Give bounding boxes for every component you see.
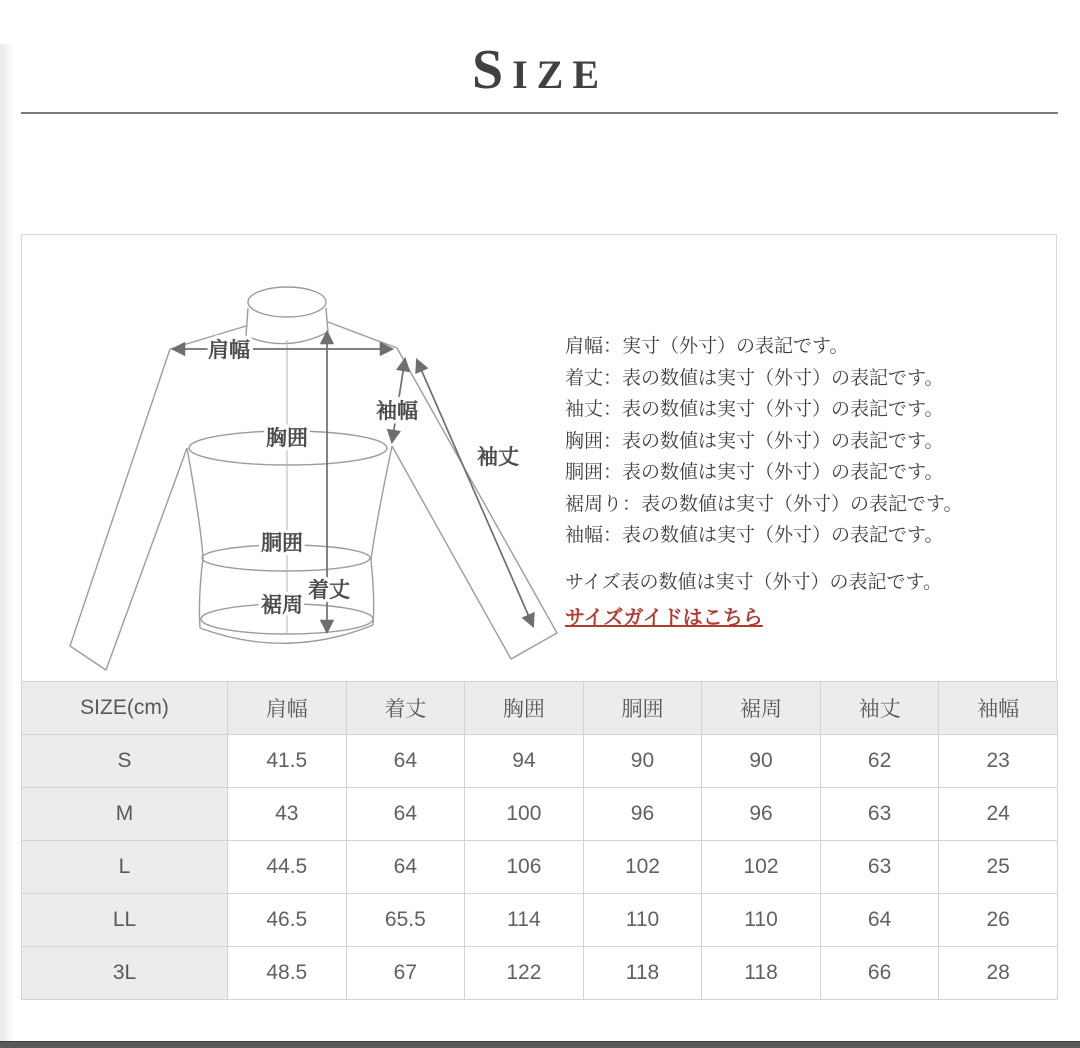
cell-value: 44.5 — [228, 841, 347, 894]
cell-value: 122 — [465, 947, 584, 1000]
cell-value: 24 — [939, 788, 1058, 841]
size-label: LL — [22, 894, 228, 947]
body-left-side — [187, 448, 203, 628]
garment-measurement-diagram — [40, 268, 560, 680]
cell-value: 41.5 — [228, 735, 347, 788]
note-hem: 裾周り：表の数値は実寸（外寸）の表記です。 — [565, 493, 963, 515]
diagram-label-shoulder-width-icon: 肩幅 — [208, 339, 250, 362]
size-table-header-sleeve-length: 袖丈 — [820, 682, 939, 735]
cell-value: 64 — [346, 788, 465, 841]
size-row-s — [22, 735, 1058, 788]
note-summary: サイズ表の数値は実寸（外寸）の表記です。 — [565, 571, 942, 593]
cell-value: 64 — [346, 841, 465, 894]
cell-value: 102 — [702, 841, 821, 894]
cell-value: 90 — [583, 735, 702, 788]
cell-value: 66 — [820, 947, 939, 1000]
diagram-label-sleeve-width: 袖幅 — [376, 400, 418, 423]
cell-value: 64 — [820, 894, 939, 947]
title-divider — [21, 112, 1058, 114]
diagram-label-hem: 裾周 — [261, 594, 303, 617]
collar-base — [246, 308, 328, 344]
page-title: SIZE — [471, 39, 609, 101]
note-body-length: 着丈：表の数値は実寸（外寸）の表記です。 — [565, 367, 944, 389]
cell-value: 63 — [820, 841, 939, 894]
size-row-3l — [22, 947, 1058, 1000]
size-table-header-length: 着丈 — [346, 682, 465, 735]
size-table-header-waist: 胴囲 — [583, 682, 702, 735]
cell-value: 26 — [939, 894, 1058, 947]
size-label: S — [22, 735, 228, 788]
garment-outline — [70, 287, 557, 670]
cell-value: 62 — [820, 735, 939, 788]
cell-value: 102 — [583, 841, 702, 894]
cell-value: 100 — [465, 788, 584, 841]
cell-value: 118 — [702, 947, 821, 1000]
size-row-l — [22, 841, 1058, 894]
diagram-label-waist: 胴囲 — [261, 532, 303, 555]
left-sleeve — [70, 349, 187, 670]
cell-value: 96 — [583, 788, 702, 841]
collar-top-ellipse — [248, 287, 326, 317]
cell-value: 64 — [346, 735, 465, 788]
diagram-label-chest: 胸囲 — [266, 427, 308, 450]
sleeve-length-arrow — [417, 360, 533, 626]
body-right-side — [371, 446, 392, 625]
size-table — [21, 681, 1058, 1000]
size-table-header-row — [22, 682, 1058, 735]
size-label: L — [22, 841, 228, 894]
measurement-notes — [565, 331, 1045, 630]
cell-value: 43 — [228, 788, 347, 841]
diagram-label-sleeve-length: 袖丈 — [477, 446, 519, 469]
size-table-header-sleeve-width: 袖幅 — [939, 682, 1058, 735]
size-row-m — [22, 788, 1058, 841]
note-sleeve-width: 袖幅：表の数値は実寸（外寸）の表記です。 — [565, 525, 944, 546]
cell-value: 114 — [465, 894, 584, 947]
note-waist: 胴囲：表の数値は実寸（外寸）の表記です。 — [565, 462, 944, 483]
cell-value: 96 — [702, 788, 821, 841]
cell-value: 106 — [465, 841, 584, 894]
note-shoulder-width: 肩幅：実寸（外寸）の表記です。 — [565, 336, 849, 357]
note-chest: 胸囲：表の数値は実寸（外寸）の表記です。 — [565, 430, 944, 452]
note-sleeve-length: 袖丈：表の数値は実寸（外寸）の表記です。 — [565, 399, 944, 420]
size-guide-link[interactable]: サイズガイドはこちら — [565, 607, 763, 629]
cell-value: 118 — [583, 947, 702, 1000]
cell-value: 25 — [939, 841, 1058, 894]
size-row-ll — [22, 894, 1058, 947]
size-label: 3L — [22, 947, 228, 1000]
screen-left-edge-shading — [0, 44, 14, 1048]
cell-value: 94 — [465, 735, 584, 788]
cell-value: 46.5 — [228, 894, 347, 947]
size-table-header-chest: 胸囲 — [465, 682, 584, 735]
size-table-header-size: SIZE(cm) — [22, 682, 228, 735]
cell-value: 23 — [939, 735, 1058, 788]
bottom-edge-bar — [0, 1041, 1080, 1048]
right-shoulder-line — [328, 322, 397, 348]
diagram-label-body-length: 着丈 — [308, 579, 350, 602]
measurement-info-box — [21, 234, 1057, 682]
cell-value: 90 — [702, 735, 821, 788]
cell-value: 28 — [939, 947, 1058, 1000]
size-table-header-shoulder: 肩幅 — [228, 682, 347, 735]
cell-value: 110 — [583, 894, 702, 947]
cell-value: 110 — [702, 894, 821, 947]
cell-value: 63 — [820, 788, 939, 841]
cell-value: 65.5 — [346, 894, 465, 947]
size-label: M — [22, 788, 228, 841]
measurement-arrows — [173, 332, 533, 632]
size-table-header-hem: 裾周 — [702, 682, 821, 735]
cell-value: 48.5 — [228, 947, 347, 1000]
cell-value: 67 — [346, 947, 465, 1000]
right-sleeve — [392, 348, 557, 659]
